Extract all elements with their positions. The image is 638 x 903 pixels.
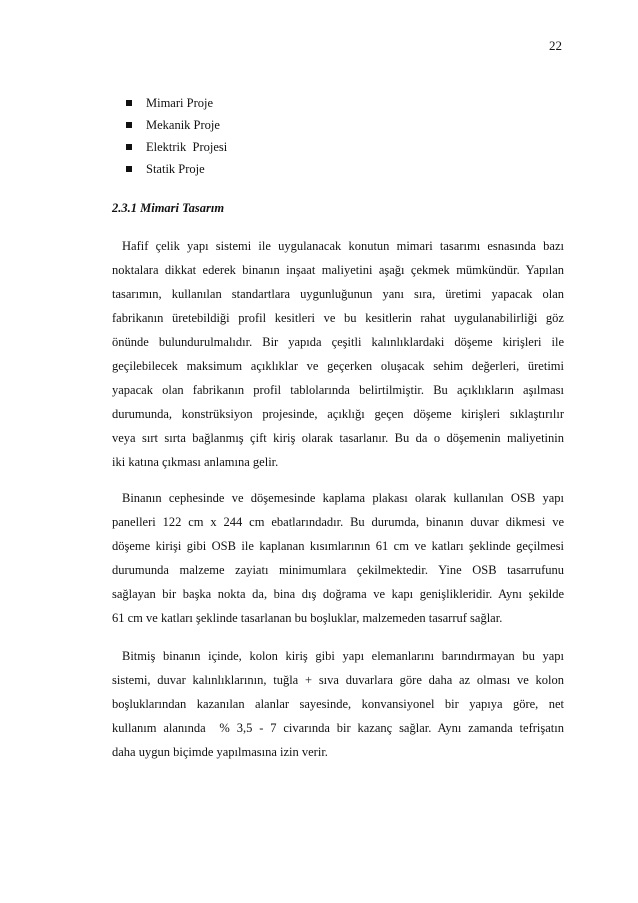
text-line: iki katına çıkması anlamına gelir.	[112, 455, 279, 469]
text-line: kullanım alanında % 3,5 - 7 civarında bir kazanç sağlar. Aynı zamanda tefrişatın	[112, 721, 564, 735]
section-heading: 2.3.1 Mimari Tasarım	[112, 201, 225, 215]
text-line: önünde bulundurulmalıdır. Bir yapıda çeşitli kalınlıklardaki döşeme kirişleri ile	[112, 335, 564, 349]
text-line: tasarımın, kullanılan standartlara uygunluğunun yanı sıra, üretimi yapacak olan	[112, 287, 564, 301]
text-line: noktalara dikkat ederek binanın inşaat maliyetini aşağı çekmek mümkündür. Yapılan	[112, 263, 564, 277]
text-line: Binanın cephesinde ve döşemesinde kaplama plakası olarak kullanılan OSB yapı	[122, 491, 564, 505]
text-line: yapacak olan fabrikanın profil tablolarında belirtilmiştir. Bu açıklıkların aşılması	[112, 383, 564, 397]
list-item	[126, 158, 227, 180]
text-line: daha uygun biçimde yapılmasına izin verir.	[112, 745, 328, 759]
list-item-label: Mimari Proje	[146, 96, 214, 110]
text-line: durumunda malzeme zayiatı minimumlara çekilmektedir. Yine OSB tasarrufunu	[112, 563, 564, 577]
list-item-label: Mekanik Proje	[146, 118, 220, 132]
paragraph-3	[112, 644, 564, 764]
project-type-list	[126, 92, 227, 180]
text-line: fabrikanın üretebildiği profil kesitleri ve bu kesitlerin rahat uygulanabilirliği göz	[112, 311, 564, 325]
text-line: durumunda, konstrüksiyon projesinde, açıklığı geçen döşeme kirişleri sıklaştırılır	[112, 407, 564, 421]
list-item	[126, 136, 227, 158]
paragraph-2	[112, 486, 564, 630]
list-item-label: Statik Proje	[146, 162, 205, 176]
square-bullet-icon	[126, 122, 132, 128]
text-line: geçilebilecek maksimum açıklıklar ve geçerken oluşacak sehim değerleri, üretimi	[112, 359, 564, 373]
text-line: Bitmiş binanın içinde, kolon kiriş gibi yapı elemanlarını barındırmayan bu yapı	[122, 649, 564, 663]
square-bullet-icon	[126, 100, 132, 106]
text-line: sağlayan bir başka nokta da, bina dış doğrama ve kapı genişlikleridir. Aynı şekilde	[112, 587, 564, 601]
text-line: boşluklarından kazanılan alanlar sayesinde, konvansiyonel bir yapıya göre, net	[112, 697, 564, 711]
text-line: panelleri 122 cm x 244 cm ebatlarındadır. Bu durumda, binanın duvar dikmesi ve	[112, 515, 564, 529]
text-line: sistemi, duvar kalınlıklarının, tuğla + sıva duvarlara göre daha az olması ve kolon	[112, 673, 564, 687]
list-item	[126, 114, 227, 136]
text-line: döşeme kirişi gibi OSB ile kaplanan kısımlarının 61 cm ve katları şeklinde geçilmesi	[112, 539, 564, 553]
page-number: 22	[549, 38, 562, 53]
text-line: 61 cm ve katları şeklinde tasarlanan bu boşluklar, malzemeden tasarruf sağlar.	[112, 611, 503, 625]
list-item-label: Elektrik Projesi	[146, 140, 228, 154]
text-line: Hafif çelik yapı sistemi ile uygulanacak konutun mimari tasarımı esnasında bazı	[122, 239, 564, 253]
list-item	[126, 92, 227, 114]
text-line: veya sırt sırta bağlanmış çift kiriş olarak tasarlanır. Bu da o döşemenin maliyetinin	[112, 431, 564, 445]
square-bullet-icon	[126, 166, 132, 172]
paragraph-1	[112, 234, 564, 474]
square-bullet-icon	[126, 144, 132, 150]
